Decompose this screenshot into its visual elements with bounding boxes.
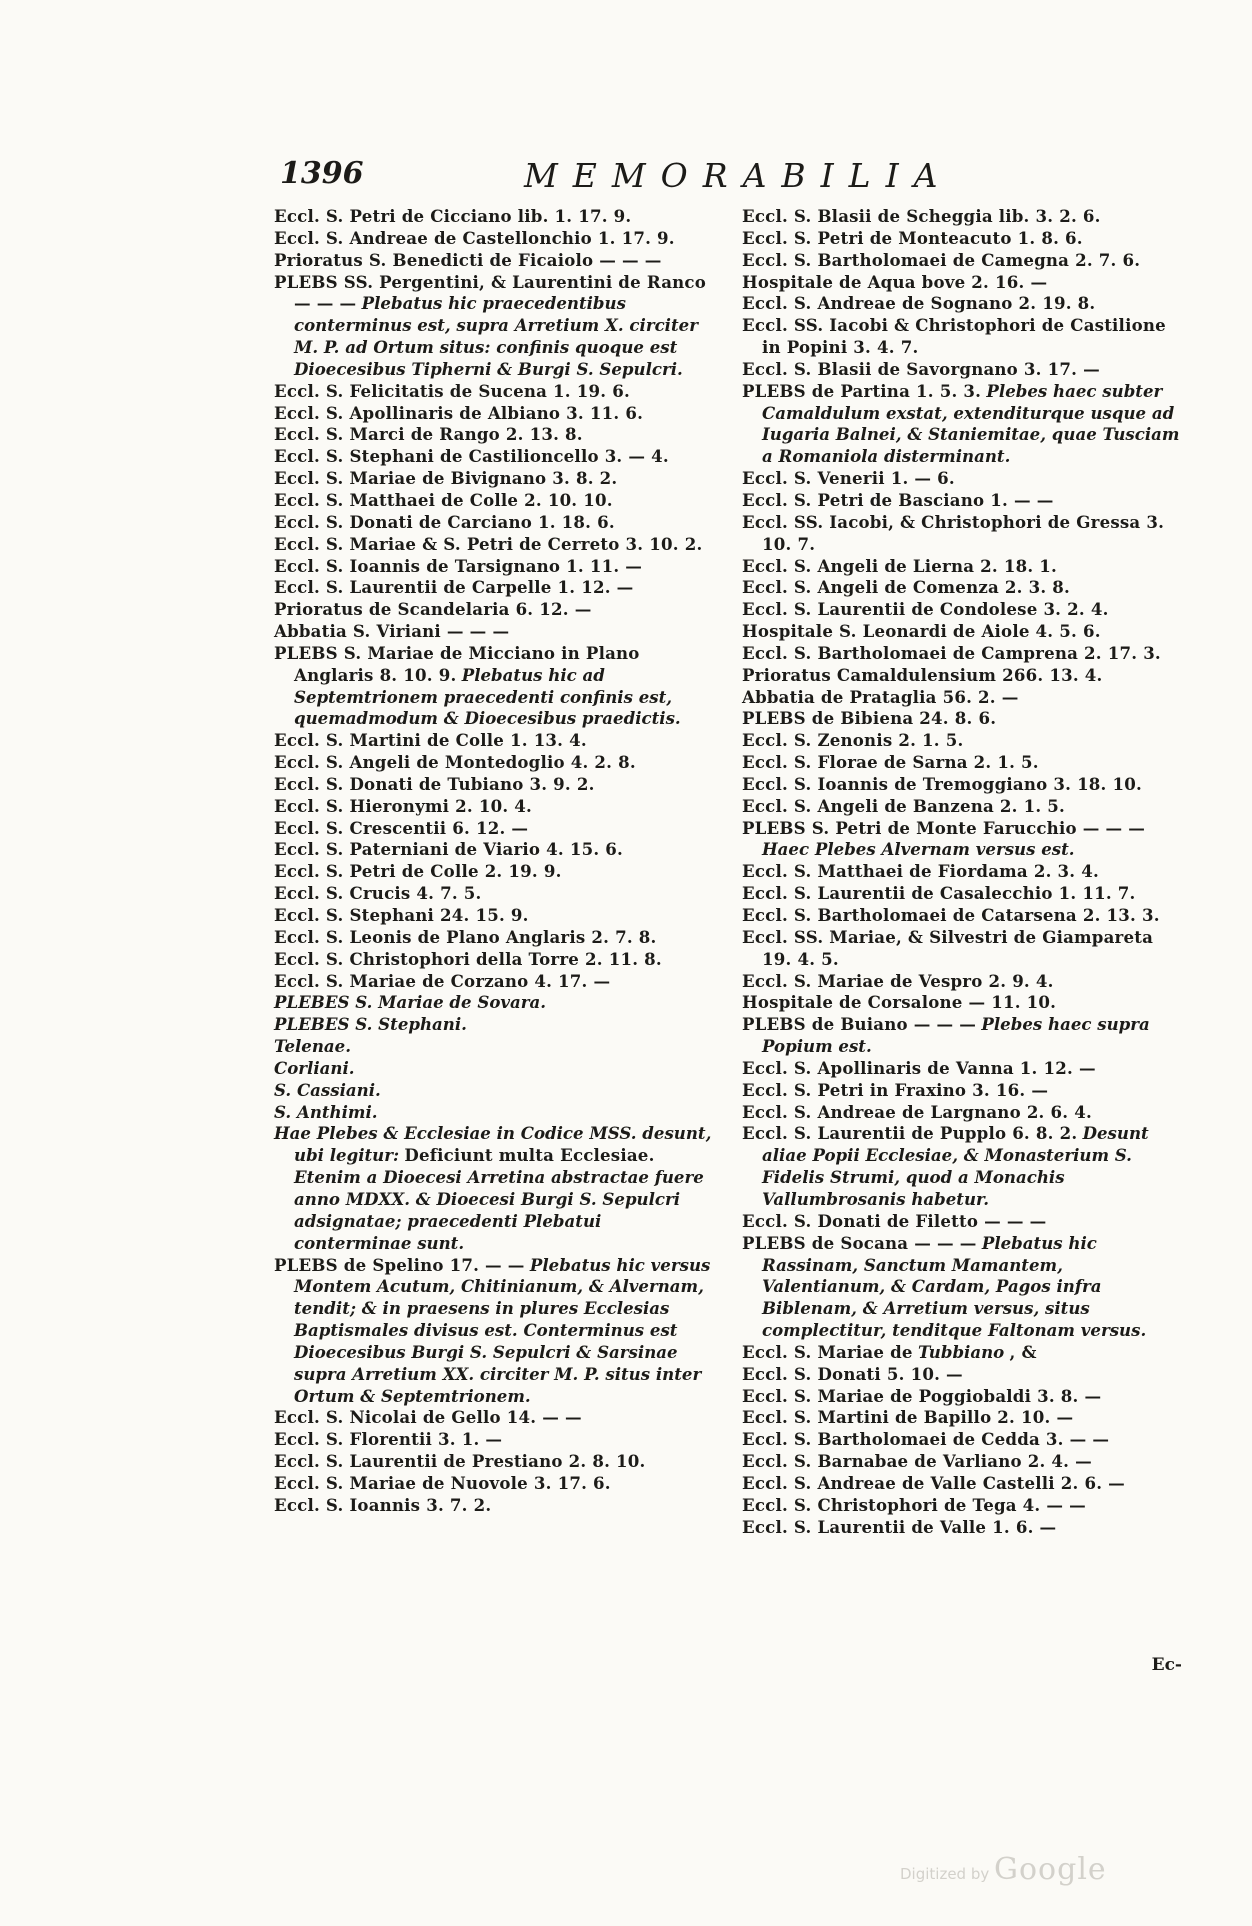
entry-note: S. Anthimi. (274, 1101, 378, 1122)
entry-note: S. Cassiani. (274, 1079, 381, 1100)
register-entry (274, 905, 714, 927)
register-entry (274, 599, 714, 621)
entry-text: PLEBS S. Mariae de Micciano in Plano Anglaris 8. 10. 9. (274, 642, 640, 685)
register-entry (274, 752, 714, 774)
entry-text: Eccl. S. Paterniani de Viario 4. 15. 6. (274, 839, 624, 860)
entry-note: Plebes haec subter Camaldulum exstat, extenditurque usque ad Iugaria Balnei, & Staniemitae, quae Tusciam a Romaniola disterminant. (762, 380, 1180, 467)
register-entry (742, 1517, 1182, 1539)
entry-text: Eccl. S. Donati de Carciano 1. 18. 6. (274, 511, 615, 532)
register-entry (742, 992, 1182, 1014)
register-entry (274, 818, 714, 840)
entry-text: Eccl. SS. Mariae, & Silvestri de Giampareta 19. 4. 5. (742, 926, 1154, 969)
right-column (742, 206, 1182, 1538)
register-entry (742, 1058, 1182, 1080)
entry-text: Eccl. S. Mariae de (742, 1341, 913, 1362)
register-entry (742, 1364, 1182, 1386)
register-entry (274, 250, 714, 272)
entry-text: PLEBS de Partina 1. 5. 3. (742, 380, 982, 401)
entry-text: Eccl. S. Leonis de Plano Anglaris 2. 7. 8. (274, 926, 657, 947)
entry-text: Eccl. S. Mariae de Poggiobaldi 3. 8. — (742, 1385, 1102, 1406)
entry-text: , & (1009, 1341, 1037, 1362)
entry-text: Eccl. S. Mariae de Nuovole 3. 17. 6. (274, 1472, 611, 1493)
register-entry (274, 643, 714, 730)
register-entry (742, 905, 1182, 927)
entry-text: PLEBS SS. Pergentini, & Laurentini de Ranco — — — (274, 271, 707, 314)
entry-text: Eccl. S. Petri de Colle 2. 19. 9. (274, 861, 562, 882)
entry-text: Eccl. S. Apollinaris de Vanna 1. 12. — (742, 1057, 1096, 1078)
register-entry (274, 1407, 714, 1429)
entry-text: Eccl. S. Felicitatis de Sucena 1. 19. 6. (274, 380, 630, 401)
register-entry (742, 1451, 1182, 1473)
register-entry (742, 1102, 1182, 1124)
entry-text: Eccl. S. Petri in Fraxino 3. 16. — (742, 1079, 1049, 1100)
register-entry (274, 381, 714, 403)
entry-text: Eccl. S. Donati de Filetto — — — (742, 1210, 1047, 1231)
entry-note: Plebatus hic versus Montem Acutum, Chitinianum, & Alvernam, tendit; & in praesens in plures Ecclesias Baptismales divisus est. Conterminus est Dioecesibus Burgi S. Sepulcri & Sarsinae supra Arretium XX. circiter M. P. situs inter Ortum & Septemtrionem. (294, 1254, 711, 1406)
entry-text: Eccl. S. Martini de Bapillo 2. 10. — (742, 1407, 1074, 1428)
register-entry (274, 577, 714, 599)
entry-text: Eccl. S. Stephani de Castilioncello 3. — 4. (274, 446, 669, 467)
register-entry (742, 1014, 1182, 1058)
register-entry (742, 665, 1182, 687)
register-entry (274, 1058, 714, 1080)
register-entry (274, 403, 714, 425)
register-entry (742, 293, 1182, 315)
register-entry (742, 1386, 1182, 1408)
register-entry (274, 512, 714, 534)
register-entry (742, 512, 1182, 556)
entry-text: Hospitale S. Leonardi de Aiole 4. 5. 6. (742, 621, 1101, 642)
entry-text: PLEBS de Bibiena 24. 8. 6. (742, 708, 997, 729)
entry-text: Eccl. S. Florentii 3. 1. — (274, 1429, 503, 1450)
register-entry (742, 643, 1182, 665)
entry-note: Plebatus hic praecedentibus conterminus est, supra Arretium X. circiter M. P. ad Ortum situs: confinis quoque est Dioecesibus Tipherni & Burgi S. Sepulcri. (294, 293, 698, 379)
entry-text: Eccl. SS. Iacobi, & Christophori de Gressa 3. 10. 7. (742, 511, 1165, 554)
register-entry (274, 992, 714, 1014)
entry-text: Eccl. S. Ioannis de Tarsignano 1. 11. — (274, 555, 643, 576)
entry-text: Eccl. S. Bartholomaei de Cedda 3. — — (742, 1429, 1110, 1450)
register-entry (742, 796, 1182, 818)
entry-text: Eccl. S. Donati de Tubiano 3. 9. 2. (274, 773, 595, 794)
entry-note: Hae Plebes & Ecclesiae in Codice MSS. desunt, ubi legitur: (274, 1123, 712, 1166)
register-entry (742, 1342, 1182, 1364)
register-entry (742, 861, 1182, 883)
register-entry (274, 1473, 714, 1495)
entry-text: Prioratus de Scandelaria 6. 12. — (274, 599, 592, 620)
entry-text: Eccl. S. Andreae de Valle Castelli 2. 6. — (742, 1472, 1125, 1493)
register-entry (274, 971, 714, 993)
entry-text: Eccl. SS. Iacobi & Christophori de Castilione in Popini 3. 4. 7. (742, 315, 1166, 358)
register-entry (274, 1255, 714, 1408)
entry-text: Eccl. S. Mariae de Vespro 2. 9. 4. (742, 970, 1054, 991)
register-entry (742, 359, 1182, 381)
digitized-watermark (900, 1852, 1107, 1887)
entry-text: Eccl. S. Laurentii de Condolese 3. 2. 4. (742, 599, 1109, 620)
entry-note: PLEBES S. Stephani. (274, 1014, 467, 1035)
entry-text: PLEBS de Socana — — — (742, 1232, 977, 1253)
entry-text: Eccl. S. Petri de Basciano 1. — — (742, 489, 1054, 510)
entry-text: Eccl. S. Ioannis 3. 7. 2. (274, 1494, 492, 1515)
entry-text: Eccl. S. Laurentii de Carpelle 1. 12. — (274, 577, 634, 598)
google-logo: Google (994, 1852, 1107, 1887)
entry-text: Prioratus Camaldulensium 266. 13. 4. (742, 664, 1103, 685)
register-entry (274, 272, 714, 381)
entry-text: Hospitale de Aqua bove 2. 16. — (742, 271, 1048, 292)
page-number: 1396 (280, 156, 364, 191)
register-entry (274, 1080, 714, 1102)
entry-text: Eccl. S. Bartholomaei de Camprena 2. 17. 3. (742, 642, 1161, 663)
entry-text: Eccl. S. Angeli de Comenza 2. 3. 8. (742, 577, 1071, 598)
register-entry (742, 621, 1182, 643)
register-entry (274, 1495, 714, 1517)
register-entry (742, 1233, 1182, 1342)
register-entry (742, 556, 1182, 578)
register-entry (274, 796, 714, 818)
register-entry (274, 730, 714, 752)
register-entry (742, 687, 1182, 709)
entry-text: PLEBS S. Petri de Monte Farucchio — — — (742, 817, 1146, 838)
entry-text: Eccl. S. Laurentii de Casalecchio 1. 11. 7. (742, 883, 1136, 904)
entry-text: Eccl. S. Marci de Rango 2. 13. 8. (274, 424, 583, 445)
register-entry (274, 206, 714, 228)
entry-text: Eccl. S. Martini de Colle 1. 13. 4. (274, 730, 587, 751)
register-entry (742, 599, 1182, 621)
register-entry (274, 621, 714, 643)
entry-text: Eccl. S. Bartholomaei de Catarsena 2. 13. 3. (742, 905, 1160, 925)
register-entry (742, 272, 1182, 294)
entry-text: Eccl. S. Crucis 4. 7. 5. (274, 883, 482, 904)
register-entry (274, 490, 714, 512)
entry-text: Eccl. S. Andreae de Castellonchio 1. 17. 9. (274, 227, 675, 248)
register-entry (274, 1451, 714, 1473)
entry-note: Plebatus hic ad Septemtrionem praecedenti confinis est, quemadmodum & Dioecesibus praedictis. (294, 664, 681, 729)
register-entry (742, 927, 1182, 971)
entry-text: Eccl. S. Nicolai de Gello 14. — — (274, 1407, 582, 1428)
register-entry (742, 228, 1182, 250)
running-title: MEMORABILIA (524, 156, 953, 195)
left-column (274, 206, 714, 1517)
entry-text: Eccl. S. Blasii de Scheggia lib. 3. 2. 6. (742, 206, 1101, 226)
entry-text: Eccl. S. Crescentii 6. 12. — (274, 817, 529, 838)
register-entry (742, 315, 1182, 359)
register-entry (742, 1080, 1182, 1102)
entry-text: Eccl. S. Bartholomaei de Camegna 2. 7. 6. (742, 249, 1141, 270)
entry-text: Eccl. S. Blasii de Savorgnano 3. 17. — (742, 358, 1100, 379)
entry-text: Abbatia de Prataglia 56. 2. — (742, 686, 1019, 707)
entry-text: Eccl. S. Venerii 1. — 6. (742, 468, 955, 489)
register-entry (742, 1211, 1182, 1233)
entry-note: Corliani. (274, 1057, 355, 1078)
register-entry (274, 927, 714, 949)
entry-text: Eccl. S. Mariae de Bivignano 3. 8. 2. (274, 468, 618, 489)
catchword: Ec- (1151, 1655, 1182, 1675)
register-entry (742, 1429, 1182, 1451)
register-entry (274, 839, 714, 861)
entry-text: Eccl. S. Mariae de Corzano 4. 17. — (274, 970, 611, 991)
entry-text: Eccl. S. Hieronymi 2. 10. 4. (274, 795, 533, 816)
register-entry (274, 1123, 714, 1254)
entry-text: Eccl. S. Donati 5. 10. — (742, 1363, 963, 1384)
register-entry (742, 1123, 1182, 1210)
entry-text: Eccl. S. Christophori de Tega 4. — — (742, 1494, 1086, 1515)
entry-text: Eccl. S. Angeli de Lierna 2. 18. 1. (742, 555, 1058, 576)
register-entry (742, 468, 1182, 490)
register-entry (742, 1407, 1182, 1429)
register-entry (274, 1429, 714, 1451)
register-entry (742, 883, 1182, 905)
register-entry (274, 468, 714, 490)
entry-text: PLEBS de Spelino 17. — — (274, 1254, 525, 1275)
entry-note: PLEBES S. Mariae de Sovara. (274, 992, 547, 1013)
entry-text: Eccl. S. Andreae de Largnano 2. 6. 4. (742, 1101, 1092, 1122)
entry-note: Telenae. (274, 1036, 352, 1057)
register-entry (274, 534, 714, 556)
register-entry (274, 774, 714, 796)
entry-note: Etenim a Dioecesi Arretina abstractae fuere anno MDXX. & Dioecesi Burgi S. Sepulcri adsignatae; praecedenti Plebatui conterminae sunt. (294, 1167, 704, 1253)
entry-text: Eccl. S. Matthaei de Fiordama 2. 3. 4. (742, 861, 1099, 882)
entry-note: Tubbiano (917, 1341, 1005, 1362)
register-entry (274, 1036, 714, 1058)
entry-text: Eccl. S. Christophori della Torre 2. 11. 8. (274, 948, 662, 969)
entry-note: Desunt aliae Popii Ecclesiae, & Monasterium S. Fidelis Strumi, quod a Monachis Vallumbrosanis habetur. (762, 1123, 1149, 1209)
entry-text: Abbatia S. Viriani — — — (274, 621, 510, 642)
register-entry (274, 861, 714, 883)
entry-text: PLEBS de Buiano — — — (742, 1014, 977, 1035)
register-entry (742, 818, 1182, 862)
entry-note: Plebatus hic Rassinam, Sanctum Mamantem, Valentianum, & Cardam, Pagos infra Biblenam, & Arretium versus, situs complectitur, tenditque Faltonam versus. (762, 1232, 1147, 1341)
register-entry (742, 971, 1182, 993)
entry-text: Eccl. S. Laurentii de Pupplo 6. 8. 2. (742, 1123, 1078, 1144)
register-entry (742, 206, 1182, 228)
register-entry (742, 577, 1182, 599)
entry-text: Eccl. S. Matthaei de Colle 2. 10. 10. (274, 489, 613, 510)
register-entry (274, 949, 714, 971)
entry-text: Eccl. S. Mariae & S. Petri de Cerreto 3. 10. 2. (274, 533, 703, 554)
register-entry (742, 250, 1182, 272)
entry-text: Prioratus S. Benedicti de Ficaiolo — — — (274, 249, 662, 270)
entry-text: Eccl. S. Petri de Cicciano lib. 1. 17. 9. (274, 206, 632, 226)
register-entry (742, 1473, 1182, 1495)
watermark-prefix: Digitized by (900, 1865, 990, 1883)
entry-text: Deficiunt multa Ecclesiae. (404, 1145, 655, 1166)
register-entry (742, 774, 1182, 796)
register-entry (274, 446, 714, 468)
register-entry (274, 1014, 714, 1036)
register-entry (742, 730, 1182, 752)
entry-text: Eccl. S. Zenonis 2. 1. 5. (742, 730, 964, 751)
entry-text: Eccl. S. Andreae de Sognano 2. 19. 8. (742, 293, 1096, 314)
register-entry (742, 752, 1182, 774)
register-entry (742, 1495, 1182, 1517)
register-entry (274, 1102, 714, 1124)
entry-note: Haec Plebes Alvernam versus est. (762, 839, 1075, 860)
register-entry (742, 381, 1182, 468)
entry-text: Eccl. S. Stephani 24. 15. 9. (274, 905, 529, 925)
register-entry (742, 708, 1182, 730)
entry-text: Eccl. S. Laurentii de Valle 1. 6. — (742, 1516, 1057, 1537)
page-header (280, 156, 953, 200)
register-entry (274, 556, 714, 578)
register-entry (274, 228, 714, 250)
register-entry (274, 883, 714, 905)
entry-text: Eccl. S. Laurentii de Prestiano 2. 8. 10. (274, 1451, 646, 1472)
entry-text: Eccl. S. Angeli de Montedoglio 4. 2. 8. (274, 752, 636, 773)
entry-text: Eccl. S. Barnabae de Varliano 2. 4. — (742, 1451, 1092, 1472)
register-entry (274, 424, 714, 446)
entry-text: Hospitale de Corsalone — 11. 10. (742, 992, 1057, 1013)
entry-text: Eccl. S. Petri de Monteacuto 1. 8. 6. (742, 227, 1083, 248)
entry-text: Eccl. S. Apollinaris de Albiano 3. 11. 6. (274, 402, 644, 423)
entry-text: Eccl. S. Florae de Sarna 2. 1. 5. (742, 752, 1039, 773)
entry-text: Eccl. S. Ioannis de Tremoggiano 3. 18. 10. (742, 773, 1142, 794)
entry-text: Eccl. S. Angeli de Banzena 2. 1. 5. (742, 795, 1066, 816)
entry-note: Plebes haec supra Popium est. (762, 1014, 1150, 1057)
register-entry (742, 490, 1182, 512)
